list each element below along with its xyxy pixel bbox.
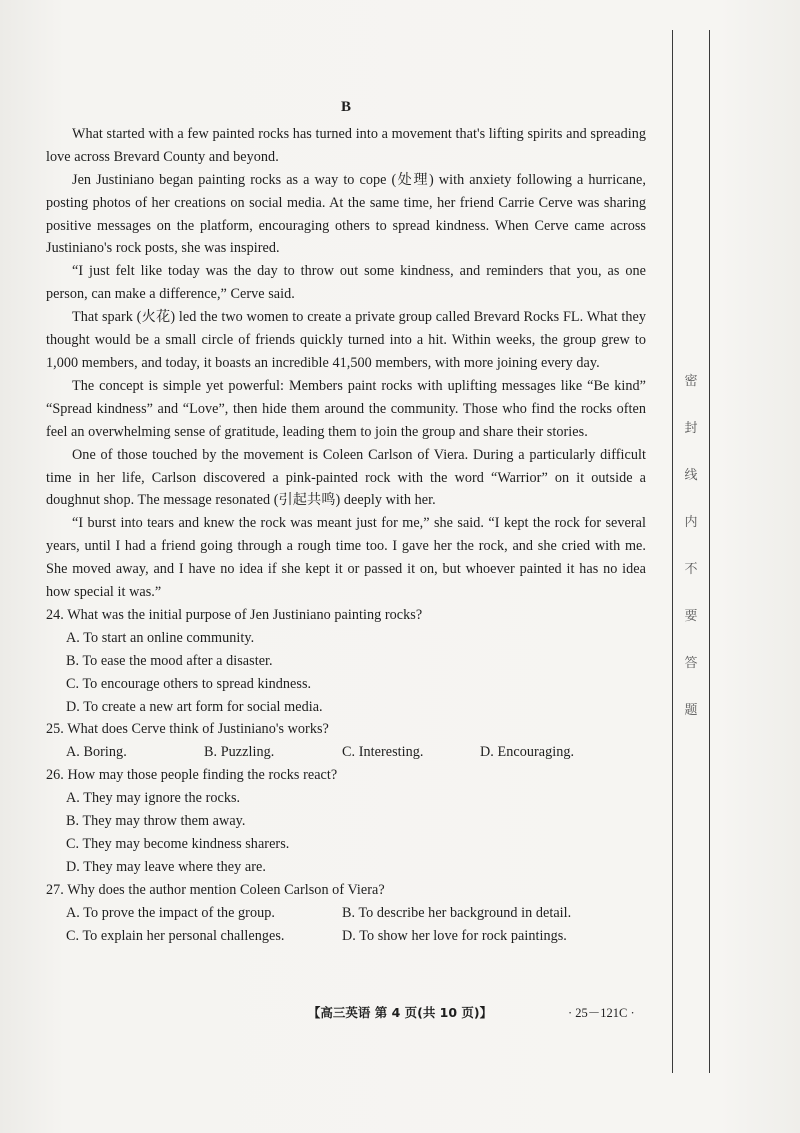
binding-line-right <box>709 30 710 1073</box>
option-c: C. Interesting. <box>342 744 424 761</box>
option-b: B. To ease the mood after a disaster. <box>66 652 273 669</box>
question-stem: 26. How may those people finding the rocks react? <box>46 767 338 784</box>
passage-paragraph: The concept is simple yet powerful: Members paint rocks with uplifting messages like “Be kind” “Spread kindness” and “Love”, then hide them around the community. Those who find the rocks often feel an overwhelming sense of gratitude, leading them to join the group and share their stories. <box>46 377 646 440</box>
binding-line-left <box>672 30 673 1073</box>
option-c: C. To explain her personal challenges. <box>66 927 285 944</box>
passage-paragraph: What started with a few painted rocks has turned into a movement that's lifting spirits and spreading love across Brevard County and beyond. <box>46 125 646 165</box>
passage-paragraph: Jen Justiniano began painting rocks as a way to cope (处理) with anxiety following a hurricane, posting photos of her creations on social media. At the same time, her friend Carrie Cerve was sharing positive messages on the platform, encouraging others to spread kindness. When Cerve came across Justiniano's rock posts, she was inspired. <box>46 171 646 257</box>
option-a: A. To prove the impact of the group. <box>66 904 275 921</box>
options-row <box>66 925 646 948</box>
passage-paragraph: “I burst into tears and knew the rock was meant just for me,” she said. “I kept the rock for several years, until I had a friend going through a rough time too. I gave her the rock, and she cried with me. She moved away, and I have no idea if she kept it or passed it on, but whoever painted it has no idea how special it was.” <box>46 515 646 601</box>
option-a: A. Boring. <box>66 744 127 761</box>
page-footer <box>0 1003 800 1027</box>
option-b: B. To describe her background in detail. <box>342 904 572 921</box>
passage-paragraph: “I just felt like today was the day to throw out some kindness, and reminders that you, as one person, can make a difference,” Cerve said. <box>46 263 646 303</box>
seal-char: 题 <box>684 703 698 718</box>
question-25 <box>46 718 646 764</box>
seal-char: 封 <box>684 421 698 436</box>
seal-char: 密 <box>684 374 698 389</box>
option-c: C. To encourage others to spread kindness. <box>66 675 312 692</box>
question-stem: 27. Why does the author mention Coleen Carlson of Viera? <box>46 881 385 898</box>
question-26 <box>46 764 646 879</box>
option-a: A. They may ignore the rocks. <box>66 790 241 807</box>
options-row <box>66 902 646 925</box>
option-d: D. To show her love for rock paintings. <box>342 927 567 944</box>
option-b: B. They may throw them away. <box>66 813 246 830</box>
option-c: C. They may become kindness sharers. <box>66 836 290 852</box>
question-24 <box>46 604 646 719</box>
exam-code: · 25－121C · <box>568 1006 635 1020</box>
seal-char: 答 <box>684 656 698 671</box>
option-d: D. They may leave where they are. <box>66 858 266 875</box>
question-27 <box>46 879 646 948</box>
option-a: A. To start an online community. <box>66 629 255 646</box>
section-heading: B <box>340 99 352 115</box>
seal-char: 线 <box>684 468 698 483</box>
seal-char: 要 <box>684 609 698 624</box>
seal-line-notice <box>680 370 702 746</box>
reading-section <box>46 96 646 948</box>
option-d: D. To create a new art form for social media. <box>66 698 323 715</box>
question-stem: 25. What does Cerve think of Justiniano's works? <box>46 721 329 738</box>
options-row <box>66 741 646 764</box>
passage-paragraph: One of those touched by the movement is Coleen Carlson of Viera. During a particularly difficult time in her life, Carlson discovered a pink-painted rock with the word “Warrior” on it outside a doughnut shop. The message resonated (引起共鸣) deeply with her. <box>46 446 646 509</box>
option-d: D. Encouraging. <box>480 744 575 761</box>
passage-paragraph: That spark (火花) led the two women to create a private group called Brevard Rocks FL. What they thought would be a small circle of friends quickly turned into a hit. Within weeks, the group grew to 1,000 members, and today, it boasts an incredible 41,500 members, with more joining every day. <box>46 309 646 371</box>
option-b: B. Puzzling. <box>204 744 275 761</box>
page-number-label: 【高三英语 第 4 页(共 10 页)】 <box>307 1005 493 1020</box>
question-stem: 24. What was the initial purpose of Jen Justiniano painting rocks? <box>46 606 423 623</box>
seal-char: 不 <box>684 562 698 577</box>
seal-char: 内 <box>684 515 698 530</box>
